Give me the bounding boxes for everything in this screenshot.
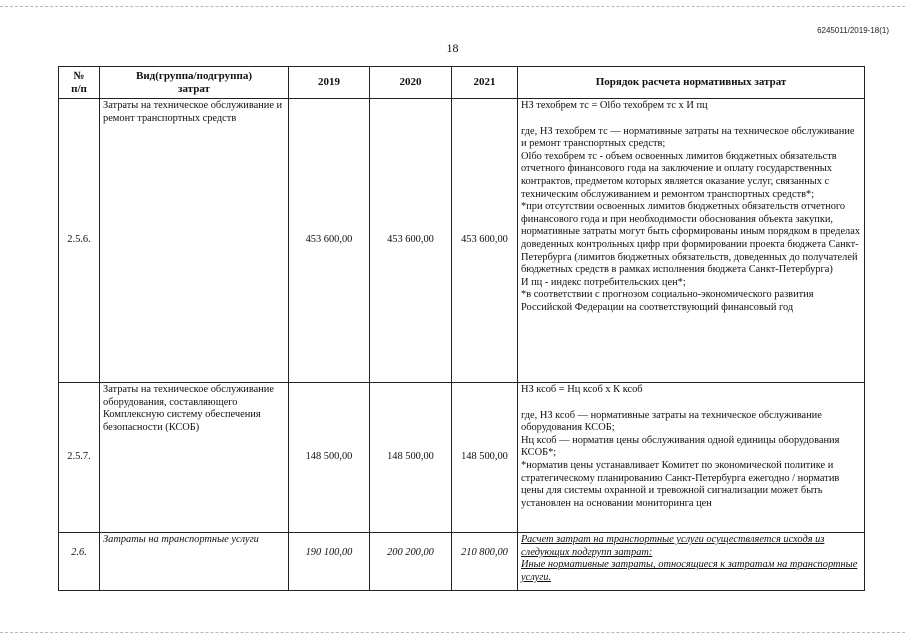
col-header-2021: 2021 xyxy=(452,67,518,99)
col-header-num: № п/п xyxy=(59,67,100,99)
scan-bottom-edge xyxy=(0,632,905,634)
row-number: 2.5.7. xyxy=(59,383,100,533)
document-number: 6245011/2019-18(1) xyxy=(817,26,889,35)
col-header-2020: 2020 xyxy=(370,67,452,99)
page-number: 18 xyxy=(446,41,459,55)
cost-type: Затраты на транспортные услуги xyxy=(100,533,289,591)
table-row xyxy=(59,99,865,383)
value-2020: 200 200,00 xyxy=(370,533,452,591)
calculation-method xyxy=(518,383,865,533)
col-header-2019: 2019 xyxy=(289,67,370,99)
value-2020: 453 600,00 xyxy=(370,99,452,383)
cost-table xyxy=(58,66,865,591)
calculation-method: Расчет затрат на транспортные услуги осуществляется исходя из следующих подгрупп затрат: Иные нормативные затраты, относящиеся к затратам на транспортные услуги. xyxy=(518,533,865,591)
value-2019: 190 100,00 xyxy=(289,533,370,591)
value-2019: 148 500,00 xyxy=(289,383,370,533)
row-number: 2.5.6. xyxy=(59,99,100,383)
formula-description: где, НЗ ксоб — нормативные затраты на техническое обслуживание оборудования КСОБ; Нц ксоб — норматив цены обслуживания одной единицы оборудования КСОБ*; *норматив цены устанавливает Комитет по экономической политике и стратегическому планированию Санкт-Петербурга ежегодно / норматив цены для системы охранной и тревожной сигнализации может быть установлен на основании мониторинга цен xyxy=(521,409,840,509)
value-2021: 453 600,00 xyxy=(452,99,518,383)
value-2020: 148 500,00 xyxy=(370,383,452,533)
cost-type: Затраты на техническое обслуживание и ремонт транспортных средств xyxy=(100,99,289,383)
value-2019: 453 600,00 xyxy=(289,99,370,383)
calculation-method xyxy=(518,99,865,383)
formula: НЗ техобрем тс = Оlбо техобрем тс х И пц xyxy=(521,100,708,111)
value-2021: 210 800,00 xyxy=(452,533,518,591)
table-row xyxy=(59,533,865,591)
col-header-type: Вид(группа/подгруппа) затрат xyxy=(100,67,289,99)
cost-type: Затраты на техническое обслуживание оборудования, составляющего Комплексную систему обеспечения безопасности (КСОБ) xyxy=(100,383,289,533)
value-2021: 148 500,00 xyxy=(452,383,518,533)
table-header-row xyxy=(59,67,865,99)
formula: НЗ ксоб = Нц ксоб х К ксоб xyxy=(521,384,643,395)
row-number: 2.6. xyxy=(59,533,100,591)
col-header-method: Порядок расчета нормативных затрат xyxy=(518,67,865,99)
formula-description: где, НЗ техобрем тс — нормативные затраты на техническое обслуживание и ремонт транспортных средств; Оlбо техобрем тс - объем освоенных лимитов бюджетных обязательств отчетного финансового года на заключение и оплату государственных контрактов, предметом которых является оказание услуг, связанных с техническим обслуживанием и ремонтом транспортных средств*; *при отсутствии освоенных лимитов бюджетных обязательств отчетного финансового года и при необходимости обоснования объекта закупки, нормативные затраты могут быть сформированы иным порядком в пределах доведенных контрольных цифр при формировании проекта бюджета Санкт-Петербурга (лимитов бюджетных обязательств, доведенных до получателей бюджетных средств в рамках исполнения бюджета Санкт-Петербурга) И пц - индекс потребительских цен*; *в соответствии с прогнозом социально-экономического развития Российской Федерации на соответствующий финансовый год xyxy=(521,125,861,313)
table-row xyxy=(59,383,865,533)
scan-top-edge xyxy=(0,6,905,8)
